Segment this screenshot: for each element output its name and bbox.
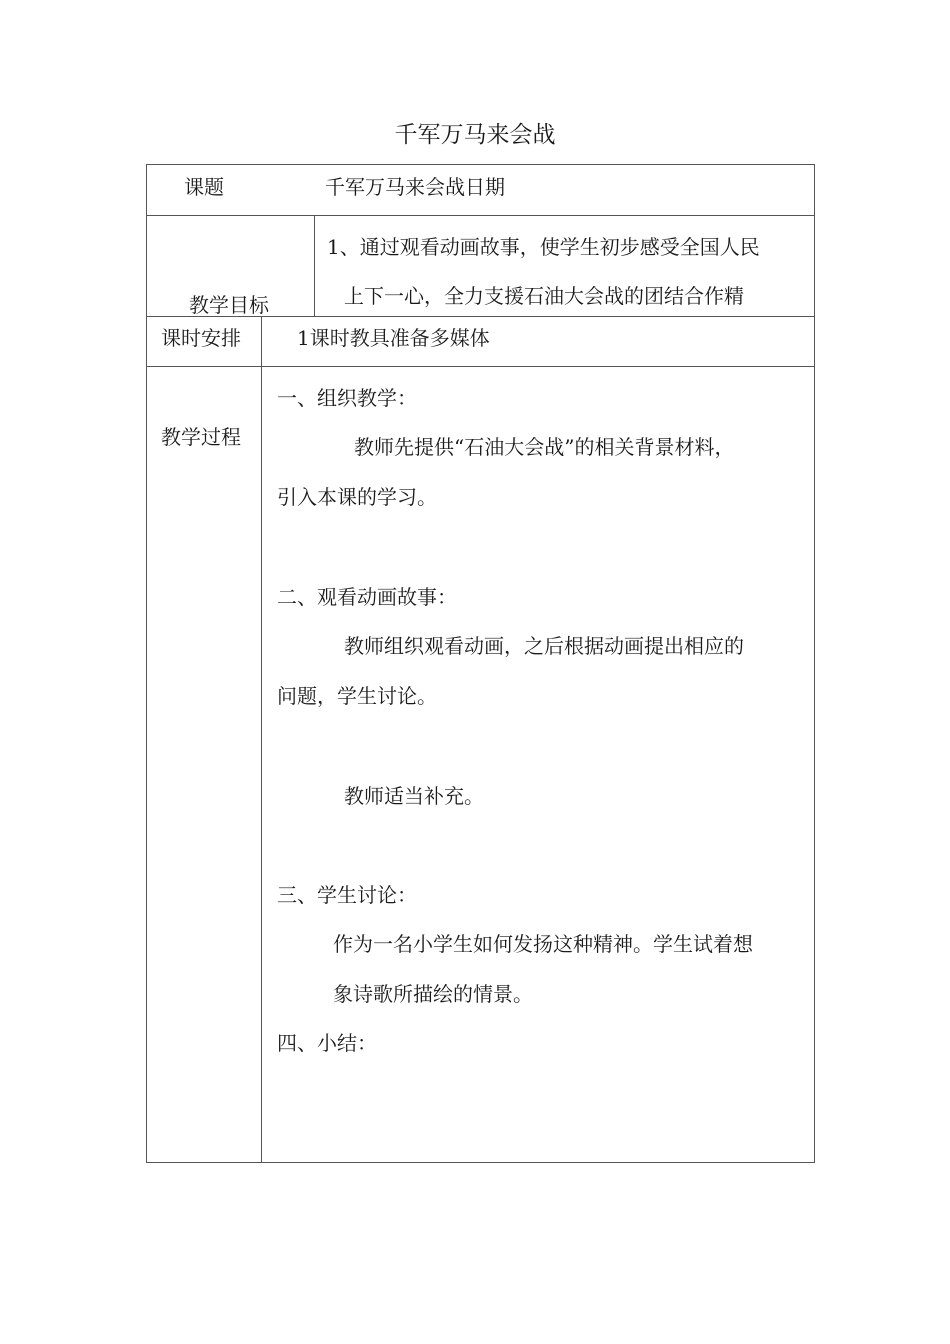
process-paragraph: 作为一名小学生如何发扬这种精神。学生试着想	[333, 932, 753, 956]
objective-label: 教学目标	[189, 293, 269, 317]
schedule-label: 课时安排	[161, 326, 241, 350]
objective-text: 1、通过观看动画故事，使学生初步感受全国人民	[327, 235, 760, 259]
section-heading: 三、学生讨论：	[277, 883, 417, 907]
process-paragraph: 问题，学生讨论。	[277, 684, 437, 708]
lesson-plan-table	[146, 164, 815, 1163]
objective-text: 上下一心，全力支援石油大会战的团结合作精	[344, 284, 744, 308]
section-heading: 一、组织教学：	[277, 386, 417, 410]
process-paragraph: 教师先提供“石油大会战”的相关背景材料，	[354, 435, 735, 459]
process-label: 教学过程	[161, 425, 241, 449]
section-heading: 四、小结：	[277, 1031, 377, 1055]
column-divider	[314, 215, 315, 316]
process-paragraph: 象诗歌所描绘的情景。	[333, 982, 533, 1006]
document-title: 千军万马来会战	[394, 122, 556, 148]
process-paragraph: 教师组织观看动画，之后根据动画提出相应的	[344, 634, 744, 658]
process-paragraph: 教师适当补充。	[344, 784, 484, 808]
process-paragraph: 引入本课的学习。	[277, 485, 437, 509]
row-divider	[147, 366, 814, 367]
topic-label: 课题	[184, 175, 224, 199]
column-divider	[261, 316, 262, 1163]
section-heading: 二、观看动画故事：	[277, 585, 457, 609]
row-divider	[147, 215, 814, 216]
topic-value: 千军万马来会战日期	[325, 175, 505, 199]
schedule-value: 1课时教具准备多媒体	[297, 326, 490, 350]
